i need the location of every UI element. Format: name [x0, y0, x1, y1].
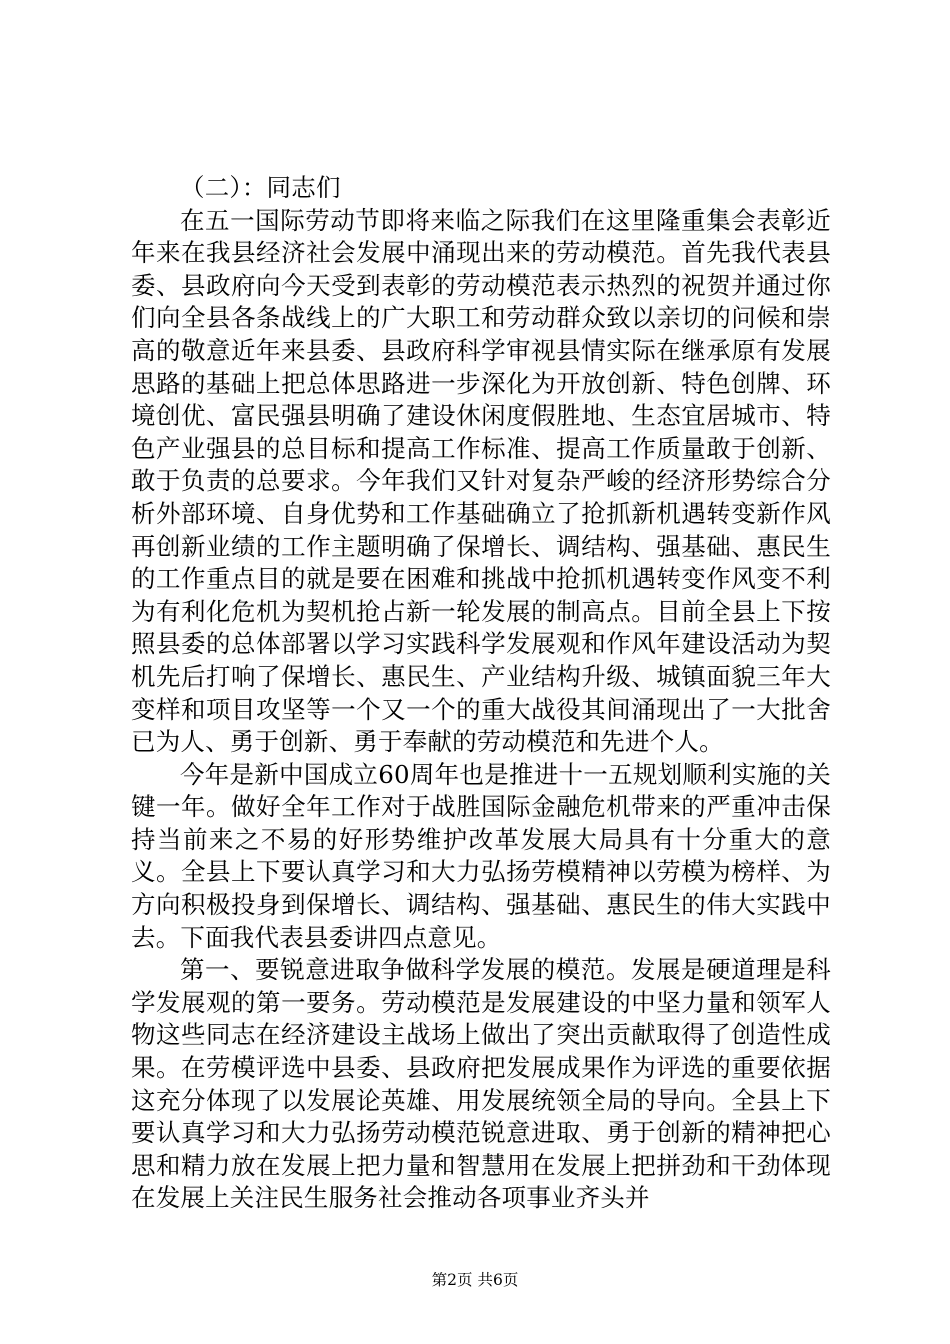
page-footer: 第2页 共6页 [431, 1271, 519, 1289]
paragraph-2: 今年是新中国成立60周年也是推进十一五规划顺利实施的关键一年。做好全年工作对于战胜国际金融危机带来的严重冲击保持当前来之不易的好形势维护改革发展大局具有十分重大的意义。全县上下要认真学习和大力弘扬劳模精神以劳模为榜样、为方向积极投身到保增长、调结构、强基础、惠民生的伟大实践中去。下面我代表县委讲四点意见。 [131, 759, 831, 952]
document-body [131, 172, 831, 1215]
paragraph-3: 第一、要锐意进取争做科学发展的模范。发展是硬道理是科学发展观的第一要务。劳动模范是发展建设的中坚力量和领军人物这些同志在经济建设主战场上做出了突出贡献取得了创造性成果。在劳模评选中县委、县政府把发展成果作为评选的重要依据这充分体现了以发展论英雄、用发展统领全局的导向。全县上下要认真学习和大力弘扬劳动模范锐意进取、勇于创新的精神把心思和精力放在发展上把力量和智慧用在发展上把拼劲和干劲体现在发展上关注民生服务社会推动各项事业齐头并 [131, 955, 831, 1213]
paragraph-1: 在五一国际劳动节即将来临之际我们在这里隆重集会表彰近年来在我县经济社会发展中涌现出来的劳动模范。首先我代表县委、县政府向今天受到表彰的劳动模范表示热烈的祝贺并通过你们向全县各条战线上的广大职工和劳动群众致以亲切的问候和崇高的敬意近年来县委、县政府科学审视县情实际在继承原有发展思路的基础上把总体思路进一步深化为开放创新、特色创牌、环境创优、富民强县明确了建设休闲度假胜地、生态宜居城市、特色产业强县的总目标和提高工作标准、提高工作质量敢于创新、敢于负责的总要求。今年我们又针对复杂严峻的经济形势综合分析外部环境、自身优势和工作基础确立了抢抓新机遇转变新作风再创新业绩的工作主题明确了保增长、调结构、强基础、惠民生的工作重点目的就是要在困难和挑战中抢抓机遇转变作风变不利为有利化危机为契机抢占新一轮发展的制高点。目前全县上下按照县委的总体部署以学习实践科学发展观和作风年建设活动为契机先后打响了保增长、惠民生、产业结构升级、城镇面貌三年大变样和项目攻坚等一个又一个的重大战役其间涌现出了一大批舍已为人、勇于创新、勇于奉献的劳动模范和先进个人。 [131, 205, 831, 757]
section-heading: （二）：同志们 [180, 173, 341, 202]
